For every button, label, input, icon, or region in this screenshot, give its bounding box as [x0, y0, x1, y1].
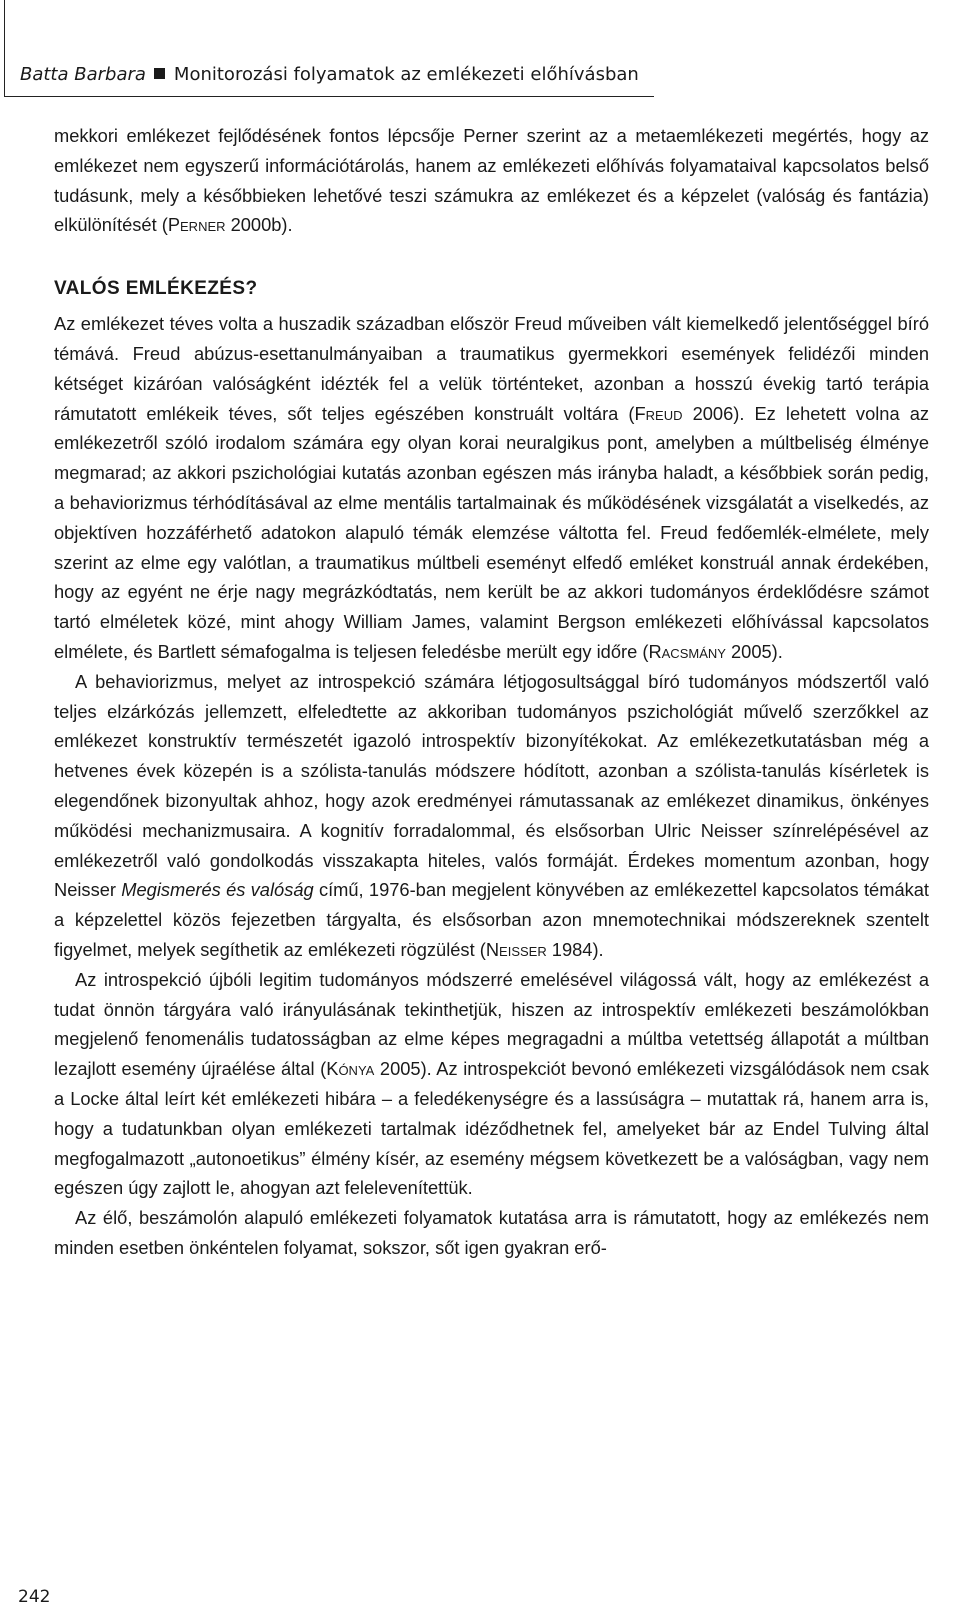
- text-run: A behaviorizmus, melyet az introspekció számára létjogosultsággal bíró tudományos módszertől való teljes elzárkózás jellemzett, elfeledtette az akkoriban tudományos pszichológiát művelő szerzőkkel az emlékezet konstruktív természetét igazoló introspektív bizonyítékokat. Az emlékezetkutatásban még a hetvenes évek közepén is a szólista-tanulás módszere hódított, azonban a szólista-tanulás kísérletek is elegendőnek bizonyultak ahhoz, hogy azok eredményei rámutassanak az emlékezet dinamikus, önkényes működési mechanizmusaira. A kognitív forradalommal, és elsősorban Ulric Neisser színrelépésével az emlékezetről való gondolkodás visszakapta hiteles, valós formáját. Érdekes momentum azonban, hogy Neisser: [54, 670, 929, 901]
- square-bullet-icon: [154, 68, 165, 79]
- paragraph: [54, 667, 929, 965]
- text-run: Az emlékezet téves volta a huszadik században először Freud műveiben vált kiemelkedő jelentőséggel bíró témává. Freud abúzus-esettanulmányaiban a traumatikus gyermekkori események felidézői minden kétséget kizáróan valóságként idézték fel a velük történteket, azonban a hosszú évekig tartó terápia rámutatott emlékeik téves, sőt teljes egészében konstruált voltára (: [54, 313, 929, 424]
- header-horizontal-rule: [4, 96, 654, 97]
- paragraph: [54, 121, 929, 240]
- paragraph: [54, 965, 929, 1203]
- header-author: Batta Barbara: [20, 64, 146, 85]
- paragraph: [54, 309, 929, 667]
- citation-author: Racsmány: [648, 640, 726, 662]
- text-run: 1984).: [546, 938, 604, 960]
- text-run: 2005). Az introspekciót bevonó emlékezeti vizsgálódások nem csak a Locke által leírt két emlékezeti hibára – a feledékenységre és a lassúságra – mutattak rá, hanem arra is, hogy a tudatunkban olyan emlékezeti tartalmak idéződhetnek fel, amelyeket bár az Endel Tulving által megfogalmazott „autonoetikus” élmény kísér, az esemény mégsem következett be a valóságban, vagy nem egészen úgy zajlott le, ahogyan azt felelevenítettük.: [54, 1058, 929, 1199]
- citation-author: Freud: [634, 402, 683, 424]
- header-vertical-rule: [4, 0, 5, 97]
- text-run: című, 1976-ban megjelent könyvében az emlékezettel kapcsolatos témákat a képzelettel közös fejezetben tárgyalta, és elsősorban azon mnemotechnikai módszereknek szentelt figyelmet, melyek segíthetik az emlékezeti rögzülést (: [54, 879, 929, 960]
- citation-author: Perner: [167, 214, 226, 236]
- text-run: mekkori emlékezet fejlődésének fontos lépcsője Perner szerint az a metaemlékezeti megértés, hogy az emlékezet nem egyszerű információtárolás, hanem az emlékezeti előhívás folyamataival kapcsolatos belső tudásunk, mely a későbbieken lehetővé teszi számukra az emlékezet és a képzelet (valóság és fantázia) elkülönítését (: [54, 125, 929, 236]
- text-run: 2000b).: [225, 214, 293, 236]
- text-run: Az introspekció újbóli legitim tudományos módszerré emelésével világossá vált, hogy az emlékezést a tudat önnön tárgyára való irányulásának tekinthetjük, hiszen az introspektív emlékezeti beszámolókban megjelenő fenomenális tudatosságban az elme képes megragadni a múltba vetettség állapotát a múltban lezajlott esemény újraélése által (: [54, 968, 929, 1080]
- paragraph: [54, 1203, 929, 1263]
- citation-author: Kónya: [326, 1058, 375, 1080]
- running-head: [20, 64, 639, 85]
- text-run: 2005).: [725, 640, 783, 662]
- page-number: 242: [18, 1587, 51, 1607]
- section-heading: VALÓS EMLÉKEZÉS?: [54, 278, 258, 300]
- citation-author: Neisser: [485, 938, 547, 960]
- header-title: Monitorozási folyamatok az emlékezeti előhívásban: [173, 64, 639, 85]
- text-run: Az élő, beszámolón alapuló emlékezeti folyamatok kutatása arra is rámutatott, hogy az emlékezés nem minden esetben önkéntelen folyamat, sokszor, sőt igen gyakran erő-: [54, 1207, 929, 1258]
- body-text: [54, 121, 929, 1263]
- book-title: Megismerés és valóság: [121, 879, 314, 901]
- text-run: 2006). Ez lehetett volna az emlékezetről szóló irodalom számára egy olyan korai neuralgikus pont, amelyben a múltbeliség élménye megmarad; az akkori pszichológiai kutatás azonban egészen más irányba haladt, a későbbiek során pedig, a behaviorizmus térhódításával az elme mentális tartalmainak és működésének vizsgálatát a viselkedés, az objektíven hozzáférhető adatokon alapuló témák elemzése váltotta fel. Freud fedőemlék-elmélete, mely szerint az elme egy valótlan, a traumatikus múltbeli eseményt elfedő emléket konstruál annak érdekében, hogy az egyént ne érje nagy megrázkódtatás, nem került be az akkori tudományos érdeklődésre számot tartó elméletek közé, mint ahogy William James, valamint Bergson emlékezeti előhívással kapcsolatos elmélete, és Bartlett sémafogalma is teljesen feledésbe merült egy időre (: [54, 402, 930, 662]
